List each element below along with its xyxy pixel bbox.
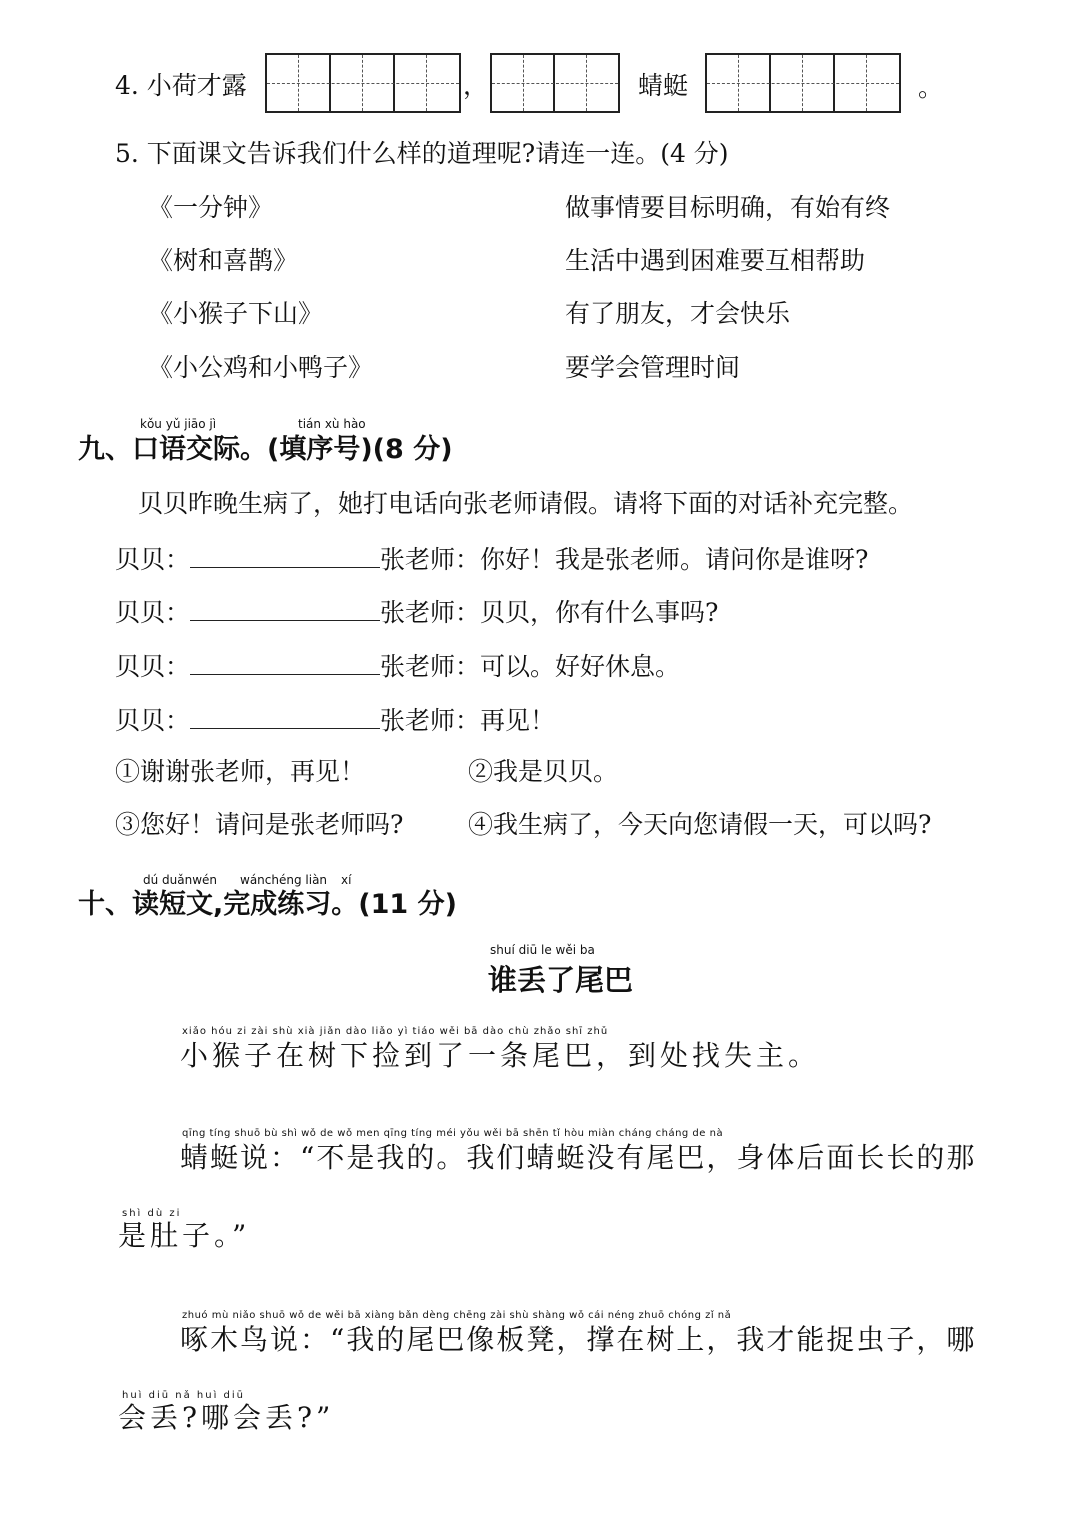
story-paragraph: 小猴子在树下捡到了一条尾巴，到处找失主。	[180, 1039, 821, 1072]
match-left-item[interactable]: 《小公鸡和小鸭子》	[148, 353, 374, 382]
section10-title: 十、读短文,完成练习。(11 分)	[78, 889, 457, 920]
speaker-label: 贝贝：	[115, 545, 191, 574]
paragraph-pinyin: huì diū nǎ huì diū	[122, 1390, 246, 1401]
speaker-label: 贝贝：	[115, 598, 191, 627]
answer-grid-1[interactable]	[265, 53, 461, 113]
option-item: ③您好！请问是张老师吗?	[115, 810, 404, 839]
paragraph-pinyin: zhuó mù niǎo shuō wǒ de wěi bā xiàng bǎn dèng chēng zài shù shàng wǒ cái néng zhuō chóng zǐ nǎ	[182, 1310, 732, 1321]
dialogue-row	[115, 702, 555, 737]
q4-mid: 蜻蜓	[638, 71, 689, 100]
section10-pinyin-a: dú duǎnwén	[143, 873, 218, 887]
paragraph-pinyin: shì dù zi	[122, 1208, 182, 1219]
match-right-item[interactable]: 做事情要目标明确，有始有终	[565, 193, 891, 222]
q5-prompt: 5. 下面课文告诉我们什么样的道理呢?请连一连。(4 分)	[115, 139, 729, 168]
q4-label: 4. 小荷才露	[115, 71, 247, 100]
teacher-reply: 张老师：可以。好好休息。	[380, 652, 681, 681]
q4-comma: ，	[463, 71, 489, 100]
match-left-item[interactable]: 《小猴子下山》	[148, 299, 324, 328]
dialogue-row	[115, 648, 680, 683]
dialogue-row	[115, 594, 718, 629]
paragraph-pinyin: xiǎo hóu zi zài shù xià jiǎn dào liǎo yì tiáo wěi bā dào chù zhǎo shī zhǔ	[182, 1026, 609, 1037]
story-title: 谁丢了尾巴	[488, 963, 634, 997]
speaker-label: 贝贝：	[115, 706, 191, 735]
option-item: ①谢谢张老师，再见！	[115, 757, 366, 786]
story-paragraph: 是肚子。”	[118, 1219, 251, 1252]
story-paragraph: 蜻蜓说：“不是我的。我们蜻蜓没有尾巴，身体后面长长的那	[180, 1141, 977, 1174]
story-paragraph: 会丢?哪会丢?”	[118, 1401, 335, 1434]
option-item: ④我生病了，今天向您请假一天，可以吗?	[468, 810, 932, 839]
section10-pinyin-c: xí	[341, 873, 352, 887]
section9-pinyin-a: kǒu yǔ jiāo jì	[140, 417, 217, 431]
match-right-item[interactable]: 生活中遇到困难要互相帮助	[565, 246, 866, 275]
match-right-item[interactable]: 要学会管理时间	[565, 353, 741, 382]
story-paragraph: 啄木鸟说：“我的尾巴像板凳，撑在树上，我才能捉虫子，哪	[180, 1323, 977, 1356]
match-left-item[interactable]: 《一分钟》	[148, 193, 274, 222]
match-right-item[interactable]: 有了朋友，才会快乐	[565, 299, 791, 328]
story-title-pinyin: shuí diū le wěi ba	[490, 943, 595, 957]
answer-blank[interactable]	[190, 541, 380, 568]
answer-grid-3[interactable]	[705, 53, 901, 113]
section9-intro: 贝贝昨晚生病了，她打电话向张老师请假。请将下面的对话补充完整。	[138, 489, 914, 518]
match-left-item[interactable]: 《树和喜鹊》	[148, 246, 299, 275]
answer-blank[interactable]	[190, 702, 380, 729]
teacher-reply: 张老师：贝贝，你有什么事吗?	[380, 598, 719, 627]
section9-title: 九、口语交际。(填序号)(8 分)	[78, 434, 453, 465]
section9-pinyin-b: tián xù hào	[298, 417, 366, 431]
dialogue-row	[115, 541, 868, 576]
answer-grid-2[interactable]	[490, 53, 620, 113]
option-item: ②我是贝贝。	[468, 757, 619, 786]
teacher-reply: 张老师：再见！	[380, 706, 556, 735]
q4-end: 。	[918, 73, 944, 102]
paragraph-pinyin: qīng tíng shuō bù shì wǒ de wǒ men qīng tíng méi yǒu wěi bā shēn tǐ hòu miàn cháng cháng de nà	[182, 1128, 724, 1139]
section10-pinyin-b: wánchéng liàn	[240, 873, 328, 887]
teacher-reply: 张老师：你好！我是张老师。请问你是谁呀?	[380, 545, 869, 574]
speaker-label: 贝贝：	[115, 652, 191, 681]
answer-blank[interactable]	[190, 648, 380, 675]
answer-blank[interactable]	[190, 594, 380, 621]
